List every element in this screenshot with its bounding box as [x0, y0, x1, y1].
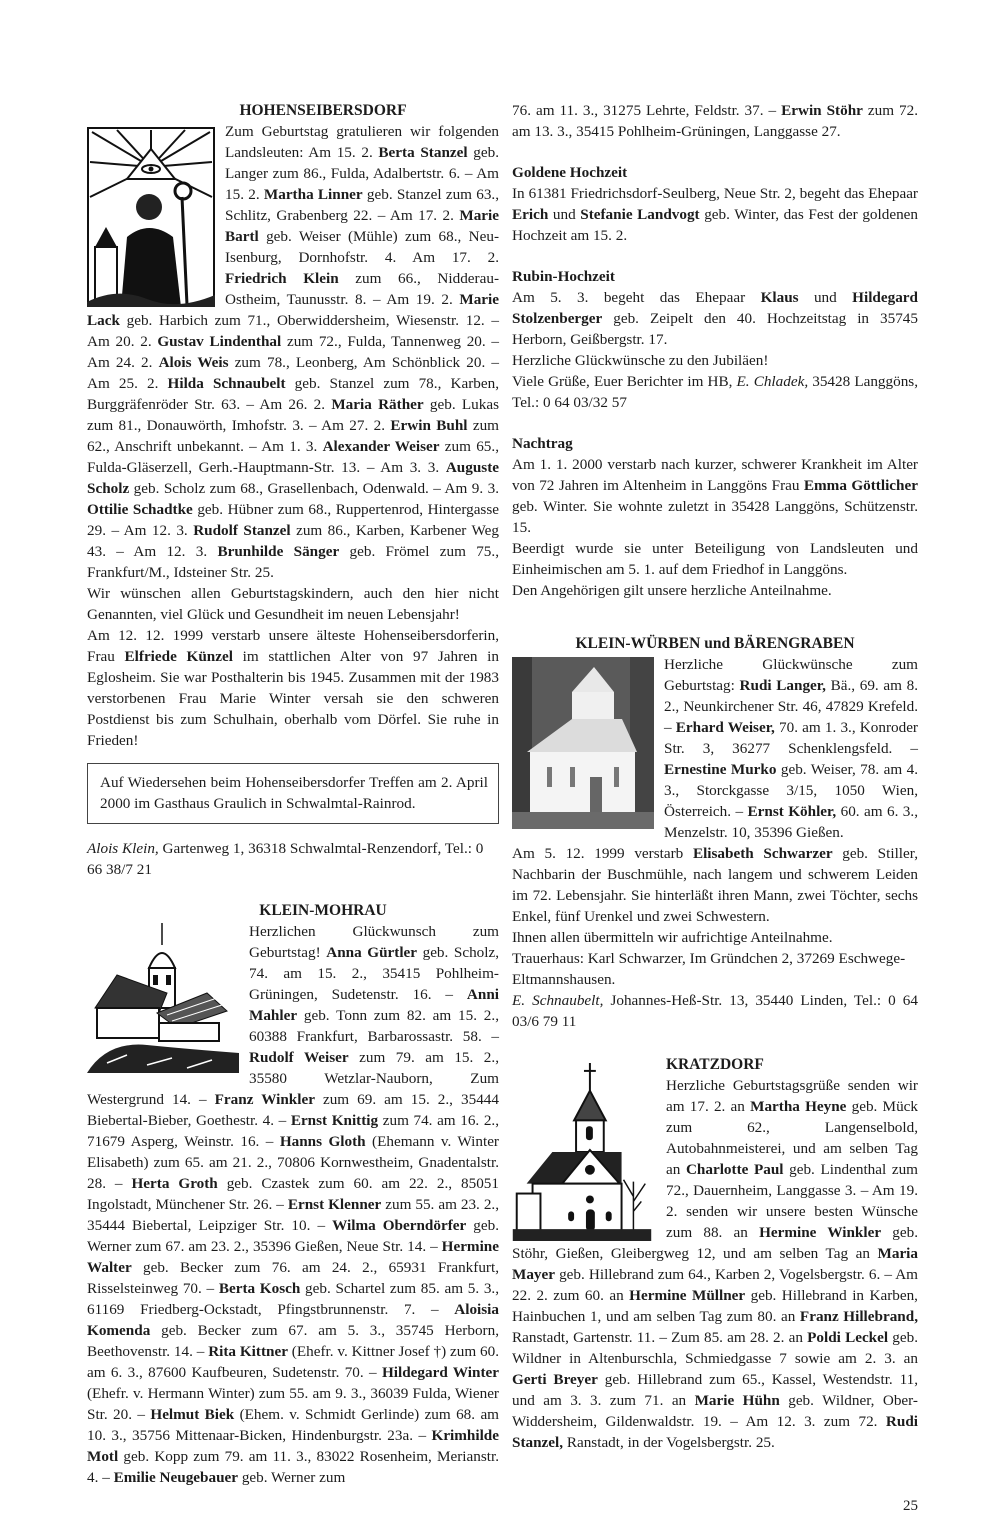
- text-run: und: [798, 289, 853, 306]
- section-title: Nachtrag: [512, 435, 573, 452]
- section-klein-wuerben: [512, 633, 918, 1032]
- person-name: Berta Stanzel: [378, 144, 468, 161]
- person-name: Franz Hillebrand,: [799, 1308, 918, 1325]
- text-run: im stattlichen Alter von 97 Jahren in Eglosheim. Sie war Posthalterin bis 1945. Zusammen mit der 1983 verstorbenen Frau Marie Winter versah sie den schweren Postdienst bis zum Schulhain, oberhalb vom Dörfel. Sie ruhe in Frieden!: [87, 648, 499, 749]
- person-name: Stefanie Landvogt: [580, 206, 700, 223]
- text-run: (Ehem. v. Schmidt Gerlinde) zum 68. am 10. 3., 35756 Mittenaar-Bicken, Hindenburgstr. 23a. –: [87, 1406, 499, 1444]
- person-name: Wilma Oberndörfer: [332, 1217, 467, 1234]
- text-run: In 61381 Friedrichsdorf-Seulberg, Neue Str. 2, begeht das Ehepaar: [512, 185, 918, 202]
- person-name: Marie Hühn: [694, 1392, 780, 1409]
- kratzdorf-church-illustration: [512, 1063, 652, 1241]
- text-run: 60. am 6. 3., Menzelstr. 10, 35396 Gießen.: [664, 803, 918, 841]
- person-name: Hilda Schnaubelt: [167, 375, 286, 392]
- text-run: zum 74. am 16. 2., 71679 Asperg, Weinstr. 16. –: [87, 1112, 500, 1150]
- person-name: Elfriede Künzel: [124, 648, 233, 665]
- text-run: Am 5. 12. 1999 verstarb: [512, 845, 693, 862]
- wishes-paragraph: [87, 583, 499, 625]
- text-run: zum 72., Fulda, Tannenweg 20. – Am 24. 2.: [87, 333, 499, 371]
- text-run: geb. Hillebrand zum 65., Kassel, Westendstr. 11, und am 3. 3. zum 71. an: [512, 1371, 918, 1409]
- saint-woodcut-icon: [87, 127, 215, 307]
- section-title: Rubin-Hochzeit: [512, 268, 615, 285]
- person-name: Helmut Biek: [150, 1406, 235, 1423]
- text-run: Beerdigt wurde sie unter Beteiligung von Landsleuten und Einheimischen am 5. 1. auf dem Friedhof in Langgöns.: [512, 540, 918, 578]
- text-run: geb. Schartel zum 85. am 5. 3., 61169 Friedberg-Ockstadt, Pfingstbrunnenstr. 7. –: [87, 1280, 500, 1318]
- text-run: Herzlichen Glückwunsch zum Geburtstag!: [249, 923, 499, 961]
- person-name: Brunhilde Sänger: [217, 543, 340, 560]
- text-run: und: [548, 206, 581, 223]
- section-nachtrag: [512, 433, 918, 601]
- person-name: Hermine Walter: [87, 1238, 499, 1276]
- text-run: geb. Scholz zum 68., Grasellenbach, Odenwald. – Am 9. 3.: [129, 480, 499, 497]
- text-run: geb. Hübner zum 68., Ruppertenrod, Hintergasse 29. – Am 12. 3.: [87, 501, 499, 539]
- spacer: [512, 1032, 918, 1054]
- section-title: KLEIN-MOHRAU: [259, 902, 387, 919]
- person-name: Marie Bartl: [225, 207, 499, 245]
- section-title: HOHENSEIBERSDORF: [239, 102, 407, 119]
- text-run: geb. Stanzel zum 63., Schlitz, Grabenberg 22. – Am 17. 2.: [225, 186, 500, 224]
- anniversary-paragraph: [512, 287, 918, 350]
- spacer: [512, 142, 918, 162]
- text-run: Zum Geburtstag gratulieren wir folgenden Landsleuten: Am 15. 2.: [225, 123, 499, 161]
- text-run: geb. Winter, das Fest der goldenen Hochzeit am 15. 2.: [512, 206, 918, 244]
- text-run: zum 69. am 15. 2., 35444 Biebertal-Bieber, Goethestr. 4. –: [87, 1091, 499, 1129]
- text-run: (Ehefr. v. Kittner Josef †) zum 60. am 6. 3., 87600 Kaufbeuren, Sudetenstr. 70. –: [87, 1343, 500, 1381]
- text-run: Ranstadt, in der Vogelsbergstr. 25.: [563, 1434, 775, 1451]
- section-title: KRATZDORF: [666, 1056, 764, 1073]
- meeting-announcement-box: [87, 763, 499, 824]
- author-name: E. Chladek,: [736, 373, 809, 390]
- text-run: Gartenweg 1, 36318 Schwalmtal-Renzendorf, Tel.: 0 66 38/7 21: [87, 840, 484, 878]
- person-name: Erwin Buhl: [390, 417, 468, 434]
- person-name: Berta Kosch: [218, 1280, 301, 1297]
- text-run: geb. Becker zum 76. am 24. 2., 65931 Frankfurt, Risselsteinweg 70. –: [87, 1259, 499, 1297]
- text-run: geb. Lukas zum 81., Donauwörth, Imhofstr. 3. – Am 27. 2.: [87, 396, 500, 434]
- text-run: geb. Weiser, 78. am 4. 3., Storckgasse 3/15, 1050 Wien, Österreich. –: [664, 761, 918, 820]
- section-rubin-hochzeit: [512, 266, 918, 413]
- text-run: geb. Czastek zum 60. am 22. 2., 85051 Ingolstadt, Münchener Str. 26. –: [87, 1175, 499, 1213]
- spacer: [87, 880, 499, 900]
- text-run: zum 65., Fulda-Gläserzell, Gerh.-Hauptmann-Str. 13. – Am 3. 3.: [87, 438, 499, 476]
- text-run: Viele Grüße, Euer Berichter im HB,: [512, 373, 737, 390]
- person-name: Krimhilde Motl: [87, 1427, 499, 1465]
- person-name: Maria Räther: [331, 396, 424, 413]
- section-goldene-hochzeit: [512, 162, 918, 246]
- spacer: [512, 601, 918, 633]
- section-klein-mohrau: [87, 900, 499, 1488]
- person-name: Hanns Gloth: [279, 1133, 366, 1150]
- obituary-paragraph: [87, 625, 499, 751]
- text-run: geb. Hillebrand zum 64., Karben 2, Vogelsbergstr. 6. – Am 22. 2. zum 60. an: [512, 1266, 918, 1304]
- text-run: (Ehefr. v. Hermann Winter) zum 55. am 9. 3., 36039 Fulda, Wiener Str. 20. –: [87, 1385, 499, 1423]
- person-name: Rita Kittner: [208, 1343, 288, 1360]
- text-run: 35428 Langgöns, Tel.: 0 64 03/32 57: [512, 373, 919, 411]
- person-name: Erich: [512, 206, 549, 223]
- continued-birthday-list: [512, 100, 918, 142]
- person-name: Rudolf Weiser: [249, 1049, 349, 1066]
- spacer: [512, 413, 918, 433]
- person-name: Martha Heyne: [750, 1098, 847, 1115]
- obituary-paragraph: [512, 454, 918, 538]
- text-run: Den Angehörigen gilt unsere herzliche Anteilnahme.: [512, 582, 832, 599]
- person-name: Aloisia Komenda: [87, 1301, 499, 1339]
- woodcut-illustration: [87, 127, 215, 307]
- person-name: Franz Winkler: [214, 1091, 315, 1108]
- person-name: Ernst Knittig: [290, 1112, 379, 1129]
- text-run: geb. Weiser (Mühle) zum 68., Neu-Isenburg, Dornhofstr. 4. Am 17. 2.: [225, 228, 499, 266]
- section-title: KLEIN-WÜRBEN und BÄRENGRABEN: [575, 635, 855, 652]
- person-name: Hermine Winkler: [759, 1224, 882, 1241]
- text-run: zum 79. am 15. 2., 35580 Wetzlar-Nauborn, Zum Westergrund 14. –: [87, 1049, 499, 1108]
- person-name: Ottilie Schadtke: [87, 501, 193, 518]
- text-run: zum 62., Anschrift unbekannt. – Am 1. 3.: [87, 417, 500, 455]
- text-run: geb. Werner zum 67. am 23. 2., 35396 Gießen, Neue Str. 14. –: [87, 1217, 500, 1255]
- condolence-line: [512, 927, 918, 948]
- person-name: Charlotte Paul: [685, 1161, 784, 1178]
- text-run: zum 78., Leonberg, Am Schönblick 20. – Am 25. 2.: [87, 354, 499, 392]
- person-name: Anni Mahler: [249, 986, 499, 1024]
- left-column: [87, 100, 499, 1488]
- text-run: Wir wünschen allen Geburtstagskindern, auch den hier nicht Genannten, viel Glück und Gesundheit im neuen Lebensjahr!: [87, 585, 499, 623]
- person-name: Alexander Weiser: [322, 438, 440, 455]
- church-tower-icon: [512, 1063, 652, 1241]
- person-name: Erwin Stöhr: [781, 102, 863, 119]
- text-run: geb. Stiller, Nachbarin der Buschmühle, nach langem und schwerem Leiden im 72. Lebensjahr. Sie hinterläßt ihren Mann, zwei Töchter, sechs Enkel, fünf Urenkel und zwei Schwestern.: [512, 845, 918, 925]
- text-run: geb. Zeipelt den 40. Hochzeitstag in 35745 Herborn, Geißbergstr. 17.: [512, 310, 918, 348]
- author-signature: [512, 990, 918, 1032]
- section-kratzdorf: [512, 1054, 918, 1453]
- person-name: Elisabeth Schwarzer: [692, 845, 833, 862]
- person-name: Martha Linner: [263, 186, 363, 203]
- text-run: geb. Winter. Sie wohnte zuletzt in 35428 Langgöns, Schützenstr. 15.: [512, 498, 918, 536]
- person-name: Rudolf Stanzel: [193, 522, 291, 539]
- person-name: Ernst Klenner: [287, 1196, 382, 1213]
- person-name: Herta Groth: [131, 1175, 218, 1192]
- funeral-paragraph: [512, 538, 918, 580]
- author-name: Alois Klein,: [87, 840, 159, 857]
- text-run: zum 55. am 23. 2., 35444 Biebertal, Leipziger Str. 10. –: [87, 1196, 500, 1234]
- text-run: geb. Scholz, 74. am 15. 2., 35415 Pohlheim-Grüningen, Sudetenstr. 16. –: [249, 944, 500, 1003]
- text-run: Am 1. 1. 2000 verstarb nach kurzer, schwerer Krankheit im Alter von 72 Jahren im Altenheim in Langgöns Frau: [512, 456, 918, 494]
- text-run: geb. Wildner, Ober-Widdersheim, Gildenwaldstr. 19. – Am 12. 3. zum 72.: [512, 1392, 918, 1430]
- text-run: Bä., 69. am 8. 2., Neunkirchener Str. 46, 47829 Krefeld. –: [664, 677, 918, 736]
- person-name: Rudi Stanzel,: [512, 1413, 918, 1451]
- text-run: geb. Becker zum 67. am 5. 3., 35745 Herborn, Beethovenstr. 14. –: [87, 1322, 499, 1360]
- person-name: Auguste Scholz: [87, 459, 499, 497]
- text-run: Am 5. 3. begeht das Ehepaar: [512, 289, 761, 306]
- text-run: Auf Wiedersehen beim Hohenseibersdorfer Treffen am 2. April 2000 im Gasthaus Graulich in Schwalmtal-Rainrod.: [100, 774, 488, 812]
- person-name: Hildegard Stolzenberger: [512, 289, 918, 327]
- person-name: Poldi Leckel: [807, 1329, 889, 1346]
- person-name: Alois Weis: [158, 354, 229, 371]
- person-name: Maria Mayer: [512, 1245, 918, 1283]
- text-run: Johannes-Heß-Str. 13, 35440 Linden, Tel.: 0 64 03/6 79 11: [512, 992, 918, 1030]
- reporter-signature: [512, 371, 918, 413]
- text-run: geb. Stöhr, Gießen, Gleibergweg 12, und am selben Tag an: [512, 1224, 919, 1262]
- person-name: Friedrich Klein: [225, 270, 339, 287]
- text-run: geb. Lindenthal zum 72., Dauernheim, Langgasse 3. – Am 19. 2. senden wir unsere besten Wünsche zum 88. an: [666, 1161, 918, 1241]
- right-column: [512, 100, 918, 1453]
- congratulations-line: [512, 350, 918, 371]
- anniversary-paragraph: [512, 183, 918, 246]
- person-name: Anna Gürtler: [326, 944, 418, 961]
- chapel-photo-icon: [512, 657, 654, 829]
- spacer: [512, 246, 918, 266]
- obituary-paragraph: [512, 843, 918, 927]
- village-church-icon: [87, 923, 239, 1073]
- text-run: geb. Hillebrand in Karben, Hainbuchen 1, und am selben Tag zum 80. an: [512, 1287, 918, 1325]
- condolence-line: [512, 580, 918, 601]
- person-name: Ernst Köhler,: [747, 803, 837, 820]
- section-hohenseibersdorf: [87, 100, 499, 880]
- person-name: Hermine Müllner: [629, 1287, 746, 1304]
- text-run: geb. Werner zum: [238, 1469, 346, 1486]
- text-run: geb. Tonn zum 82. am 15. 2., 60388 Frankfurt, Barbarossastr. 58. –: [249, 1007, 499, 1045]
- text-run: (Ehemann v. Winter Elisabeth) zum 65. am 21. 2., 70806 Kornwestheim, Gnadentalstr. 28. –: [87, 1133, 499, 1192]
- person-name: Gustav Lindenthal: [157, 333, 282, 350]
- author-signature: [87, 838, 499, 880]
- person-name: Emma Göttlicher: [803, 477, 918, 494]
- church-illustration: [87, 923, 239, 1073]
- page-number: 25: [903, 1498, 918, 1514]
- text-run: Ihnen allen übermitteln wir aufrichtige Anteilnahme.: [512, 929, 833, 946]
- text-run: geb. Frömel zum 75., Frankfurt/M., Idsteiner Str. 25.: [87, 543, 499, 581]
- mourning-house-line: [512, 948, 918, 990]
- person-name: Erhard Weiser,: [675, 719, 775, 736]
- person-name: Hildegard Winter: [381, 1364, 499, 1381]
- person-name: Marie Lack: [87, 291, 499, 329]
- chapel-photo: [512, 657, 654, 829]
- text-run: geb. Langer zum 86., Fulda, Adalbertstr. 6. – Am 15. 2.: [225, 144, 499, 203]
- text-run: geb. Stanzel zum 78., Karben, Burggräfenröder Str. 63. – Am 26. 2.: [87, 375, 499, 413]
- author-name: E. Schnaubelt,: [512, 992, 604, 1009]
- page-footer: [0, 1496, 1000, 1520]
- text-run: zum 66., Nidderau-Ostheim, Taunusstr. 8. – Am 19. 2.: [225, 270, 499, 308]
- text-run: geb. Wildner in Altenburschla, Schmiedgasse 7 sowie am 2. 3. an: [512, 1329, 918, 1367]
- text-run: zum 86., Karben, Karbener Weg 43. – Am 12. 3.: [87, 522, 499, 560]
- text-run: 76. am 11. 3., 31275 Lehrte, Feldstr. 37. –: [512, 102, 782, 119]
- person-name: Ernestine Murko: [664, 761, 777, 778]
- text-run: Herzliche Glückwünsche zum Geburtstag:: [664, 656, 918, 694]
- person-name: Emilie Neugebauer: [113, 1469, 239, 1486]
- text-run: geb. Harbich zum 71., Oberwiddersheim, Wiesenstr. 12. – Am 20. 2.: [87, 312, 499, 350]
- text-run: zum 72. am 13. 3., 35415 Pohlheim-Grüningen, Langgasse 27.: [512, 102, 918, 140]
- person-name: Klaus: [760, 289, 799, 306]
- text-run: geb. Kopp zum 79. am 11. 3., 83022 Rosenheim, Merianstr. 4. –: [87, 1448, 499, 1486]
- text-run: Trauerhaus: Karl Schwarzer, Im Gründchen 2, 37269 Eschwege-Eltmannshausen.: [512, 950, 906, 988]
- text-run: Herzliche Glückwünsche zu den Jubiläen!: [512, 352, 769, 369]
- text-run: 70. am 1. 3., Konroder Str. 3, 36277 Schenklengsfeld. –: [664, 719, 918, 757]
- text-run: geb. Mück zum 62., Langenselbold, Autobahnmeisterei, und am selben Tag an: [666, 1098, 918, 1178]
- person-name: Rudi Langer,: [739, 677, 826, 694]
- text-run: Am 12. 12. 1999 verstarb unsere älteste Hohenseibersdorferin, Frau: [87, 627, 499, 665]
- person-name: Gerti Breyer: [512, 1371, 598, 1388]
- text-run: Ranstadt, Gartenstr. 11. – Zum 85. am 28. 2. an: [512, 1329, 808, 1346]
- text-run: Herzliche Geburtstagsgrüße senden wir am 17. 2. an: [666, 1077, 918, 1115]
- section-title: Goldene Hochzeit: [512, 164, 628, 181]
